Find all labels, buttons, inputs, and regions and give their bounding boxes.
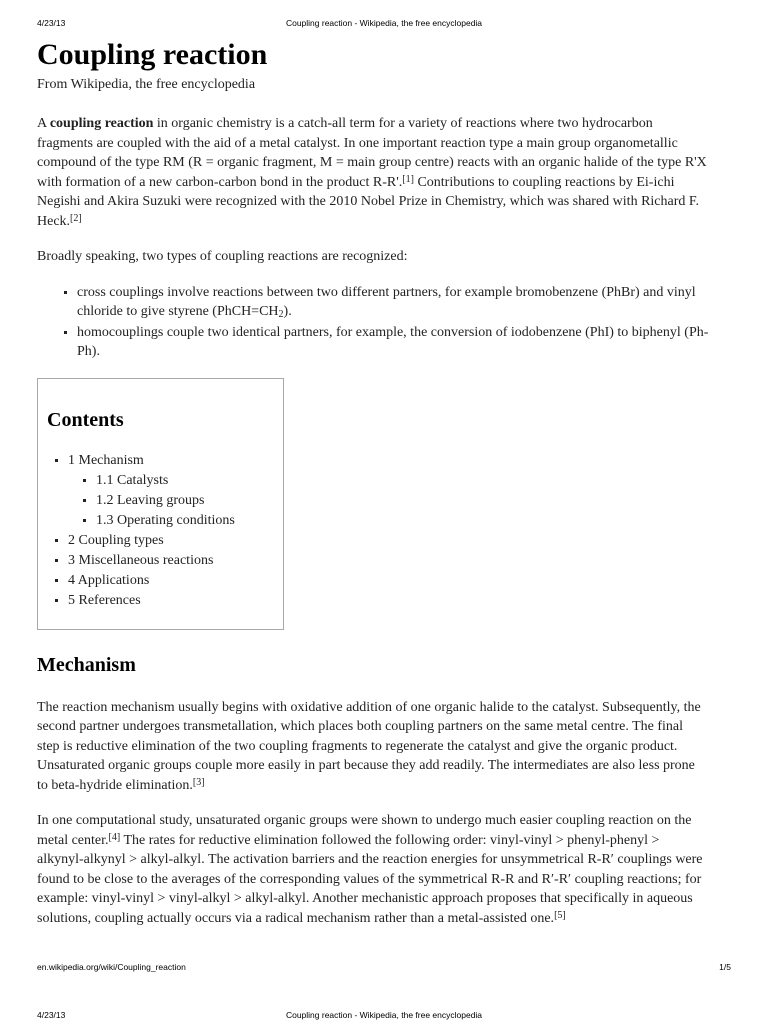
toc-item-leaving-groups[interactable] — [96, 491, 283, 511]
toc-item-operating-conditions[interactable] — [96, 511, 283, 531]
list-item — [77, 283, 709, 322]
page-number: 1/5 — [719, 962, 731, 972]
toc-heading: Contents — [47, 408, 124, 431]
list-item-text: ). — [283, 304, 292, 319]
toc-item-coupling-types[interactable] — [68, 531, 283, 551]
section-heading-mechanism: Mechanism — [37, 653, 136, 676]
table-of-contents — [37, 378, 284, 630]
print-date: 4/23/13 — [37, 18, 66, 28]
article-content — [37, 34, 709, 944]
toc-link[interactable]: 1.2 Leaving groups — [96, 492, 205, 508]
intro-text: Contributions to coupling reactions by Ei-ichi Negishi and Akira Suzuki were recognized with the 2010 Nobel Prize in Chemistry, which was shared with Richard F. Heck. — [37, 174, 700, 229]
toc-list — [46, 451, 283, 611]
toc-link[interactable]: 3 Miscellaneous reactions — [68, 552, 214, 568]
subscript: 2 — [278, 309, 284, 320]
print-footer — [37, 962, 731, 976]
toc-link[interactable]: 1.3 Operating conditions — [96, 512, 235, 528]
reference-link[interactable]: [3] — [192, 776, 205, 788]
mechanism-paragraph-1 — [37, 698, 709, 796]
list-item-text: homocouplings couple two identical partners, for example, the conversion of iodobenzene (PhI) to biphenyl (Ph-Ph). — [77, 324, 709, 359]
page-title: Coupling reaction — [37, 38, 268, 71]
toc-link[interactable]: 5 References — [68, 592, 141, 608]
toc-link[interactable]: 2 Coupling types — [68, 532, 164, 548]
reference-link[interactable]: [1] — [402, 173, 414, 185]
reference-link[interactable]: [2] — [70, 212, 82, 224]
intro-text: A — [37, 116, 50, 131]
page-url: en.wikipedia.org/wiki/Coupling_reaction — [37, 962, 186, 972]
toc-link[interactable]: 1.1 Catalysts — [96, 472, 169, 488]
list-item-text: cross couplings involve reactions between two different partners, for example bromobenzene (PhBr) and vinyl chloride to give styrene (PhCH=CH — [77, 284, 696, 319]
intro-text: in organic chemistry is a catch-all term for a variety of reactions where two hydrocarbon fragments are coupled with the aid of a metal catalyst. In one important reaction type a main group organometallic compound of the type RM (R = organic fragment, M = main group centre) reacts with an organic halide of the type R'X with formation of a new carbon-carbon bond in the product R-R'. — [37, 116, 707, 190]
print-header-next-page — [37, 1010, 731, 1024]
toc-item-applications[interactable] — [68, 571, 283, 591]
toc-link[interactable]: 1 Mechanism — [68, 452, 144, 468]
toc-item-mechanism[interactable] — [68, 451, 283, 531]
intro-paragraph-1 — [37, 114, 709, 231]
toc-sublist — [68, 471, 283, 531]
paragraph-text: The rates for reductive elimination followed the following order: vinyl-vinyl > phenyl-phenyl > alkynyl-alkynyl > alkyl-alkyl. The activation barriers and the reaction energies for unsymmetrical R-R′ couplings were found to be close to the averages of the corresponding values of the symmetrical R-R and R′-R′ coupling reactions; for example: vinyl-vinyl > vinyl-alkyl > alkyl-alkyl. Another mechanistic approach proposes that specifically in aqueous solutions, coupling actually occurs via a radical mechanism rather than a metal-assisted one. — [37, 832, 703, 926]
toc-item-references[interactable] — [68, 591, 283, 611]
coupling-types-list — [37, 283, 709, 362]
print-date: 4/23/13 — [37, 1010, 66, 1020]
reference-link[interactable]: [5] — [554, 909, 566, 921]
paragraph-text: In one computational study, unsaturated organic groups were shown to undergo much easier coupling reaction on the metal center. — [37, 813, 692, 848]
print-title: Coupling reaction - Wikipedia, the free encyclopedia — [285, 18, 483, 28]
mechanism-paragraph-2 — [37, 811, 709, 928]
toc-item-misc-reactions[interactable] — [68, 551, 283, 571]
reference-link[interactable]: [4] — [108, 831, 121, 843]
toc-link[interactable]: 4 Applications — [68, 572, 150, 588]
intro-paragraph-2: Broadly speaking, two types of coupling reactions are recognized: — [37, 249, 408, 264]
paragraph-text: The reaction mechanism usually begins with oxidative addition of one organic halide to the catalyst. Subsequently, the second partner undergoes transmetallation, which places both coupling partners on the same metal centre. The final step is reductive elimination of the two coupling fragments to regenerate the catalyst and give the organic product. Unsaturated organic groups couple more easily in part because they add readily. The intermediates are also less prone to beta-hydride elimination. — [37, 699, 701, 793]
print-header — [37, 18, 731, 32]
print-title: Coupling reaction - Wikipedia, the free encyclopedia — [285, 1010, 483, 1020]
list-item — [77, 323, 709, 362]
bold-term: coupling reaction — [49, 116, 154, 131]
tagline: From Wikipedia, the free encyclopedia — [37, 77, 256, 92]
toc-item-catalysts[interactable] — [96, 471, 283, 491]
